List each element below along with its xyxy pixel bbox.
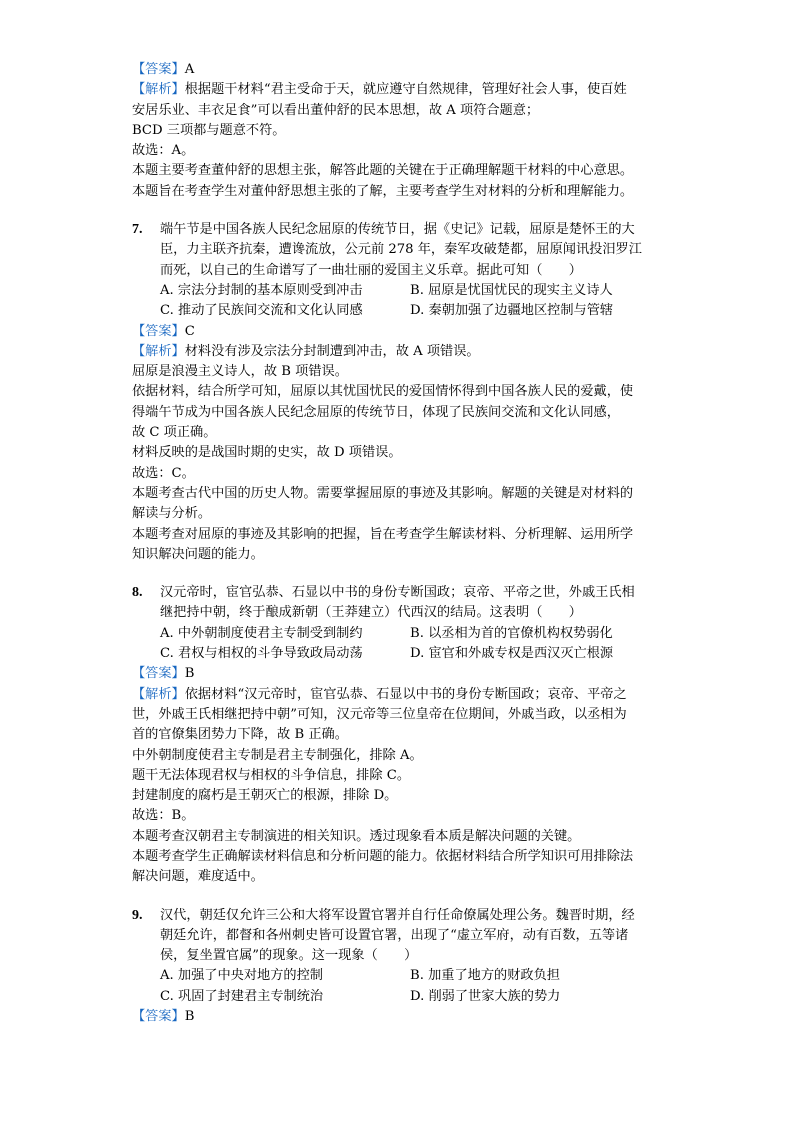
analysis-line: 本题考查对屈原的事迹及其影响的把握，旨在考查学生解读材料、分析理解、运用所学: [132, 526, 634, 542]
question-7: [132, 220, 664, 565]
question-stem-line: 而死，以自己的生命谱写了一曲壮丽的爱国主义乐章。据此可知（ ）: [160, 262, 582, 278]
option-a: A. 宗法分封制的基本原则受到冲击: [160, 282, 363, 298]
analysis-line: 本题主要考查董仲舒的思想主张，解答此题的关键在于正确理解题干材料的中心意思。: [132, 163, 634, 179]
analysis-line: 安居乐业、丰衣足食”可以看出董仲舒的民本思想，故 A 项符合题意；: [132, 102, 540, 118]
question-stem-line: 朝廷允许，都督和各州刺史皆可设置官署，出现了“虚立军府，动有百数，五等诸: [160, 927, 629, 943]
answer-value: A: [184, 62, 195, 77]
analysis-line: 故选：C。: [132, 465, 195, 481]
answer-label: 【答案】: [132, 323, 185, 339]
answer-label: 【答案】: [132, 666, 185, 682]
analysis-line: 材料反映的是战国时期的史实，故 D 项错误。: [132, 445, 402, 461]
question-stem-line: 侯，复坐置官属”的现象。这一现象（ ）: [160, 948, 418, 964]
analysis-line: 本题旨在考查学生对董仲舒思想主张的了解，主要考查学生对材料的分析和理解能力。: [132, 183, 634, 199]
analysis-line: 世，外戚王氏相继把持中朝”可知，汉元帝等三位皇帝在位期间，外戚当政，以丞相为: [132, 706, 627, 722]
options-row: [132, 624, 664, 644]
question-stem-line: 8. 汉元帝时，宦官弘恭、石显以中书的身份专断国政；哀帝、平帝之世，外戚王氏相: [132, 583, 664, 603]
analysis-label: 【解析】: [132, 686, 185, 702]
answer-label: 【答案】: [132, 62, 185, 77]
answer-line: [132, 664, 664, 684]
question-stem-line: 继把持中朝，终于酿成新朝（王莽建立）代西汉的结局。这表明（ ）: [160, 605, 582, 621]
analysis-line: BCD 三项都与题意不符。: [132, 122, 286, 138]
document-page: [132, 60, 664, 1027]
option-c: C. 君权与相权的斗争导致政局动荡: [160, 646, 363, 662]
option-a: A. 加强了中央对地方的控制: [160, 968, 323, 984]
option-b: B. 屈原是忧国忧民的现实主义诗人: [410, 282, 613, 298]
question-number: 8.: [132, 585, 143, 601]
options-row: [132, 987, 664, 1007]
option-d: D. 削弱了世家大族的势力: [410, 988, 561, 1004]
question-8: [132, 583, 664, 887]
analysis-line: 题干无法体现君权与相权的斗争信息，排除 C。: [132, 767, 411, 783]
analysis-line: 解读与分析。: [132, 506, 212, 522]
analysis-line: 故 C 项正确。: [132, 425, 217, 441]
option-d: D. 宦官和外戚专权是西汉灭亡根源: [410, 646, 614, 662]
question-stem-line: 9. 汉代，朝廷仅允许三公和大将军设置官署并自行任命僚属处理公务。魏晋时期，经: [132, 906, 664, 926]
answer-line: [132, 1007, 664, 1027]
answer-line: [132, 60, 664, 80]
options-row: [132, 301, 664, 321]
option-b: B. 加重了地方的财政负担: [410, 968, 560, 984]
options-row: [132, 281, 664, 301]
question-9: [132, 906, 664, 1028]
analysis-label: 【解析】: [132, 82, 185, 98]
answer-line: [132, 322, 664, 342]
answer-value: B: [184, 666, 195, 682]
analysis-line: 【解析】材料没有涉及宗法分封制遭到冲击，故 A 项错误。: [132, 343, 480, 359]
analysis-line: 本题考查学生正确解读材料信息和分析问题的能力。依据材料结合所学知识可用排除法: [132, 848, 634, 864]
analysis-line: 解决问题，难度适中。: [132, 869, 264, 885]
option-d: D. 秦朝加强了边疆地区控制与管辖: [410, 303, 614, 319]
analysis-line: 故选：B。: [132, 808, 195, 824]
analysis-line: 【解析】根据题干材料“君主受命于天，就应遵守自然规律，管理好社会人事，使百姓: [132, 82, 627, 98]
option-c: C. 巩固了封建君主专制统治: [160, 988, 324, 1004]
question-stem-line: 7. 端午节是中国各族人民纪念屈原的传统节日，据《史记》记载，屈原是楚怀王的大: [132, 220, 664, 240]
analysis-line: 故选：A。: [132, 143, 195, 159]
question-number: 9.: [132, 907, 143, 923]
analysis-line: 屈原是浪漫主义诗人，故 B 项错误。: [132, 364, 348, 380]
analysis-line: 【解析】依据材料“汉元帝时，宦官弘恭、石显以中书的身份专断国政；哀帝、平帝之: [132, 686, 627, 702]
option-a: A. 中外朝制度使君主专制受到制约: [160, 625, 363, 641]
option-b: B. 以丞相为首的官僚机构权势弱化: [410, 625, 613, 641]
analysis-line: 首的官僚集团势力下降，故 B 正确。: [132, 727, 348, 743]
answer-label: 【答案】: [132, 1009, 185, 1025]
question-number: 7.: [132, 222, 143, 238]
analysis-line: 本题考查汉朝君主专制演进的相关知识。透过现象看本质是解决问题的关键。: [132, 828, 581, 844]
analysis-line: 封建制度的腐朽是王朝灭亡的根源，排除 D。: [132, 788, 398, 804]
answer-value: B: [184, 1009, 195, 1025]
question-stem-line: 臣，力主联齐抗秦，遭谗流放，公元前 278 年，秦军攻破楚都，屈原闻讯投汨罗江: [160, 242, 642, 258]
options-row: [132, 644, 664, 664]
analysis-line: 依据材料，结合所学可知，屈原以其忧国忧民的爱国情怀得到中国各族人民的爱戴，使: [132, 384, 634, 400]
analysis-label: 【解析】: [132, 343, 185, 359]
analysis-line: 知识解决问题的能力。: [132, 546, 264, 562]
analysis-line: 得端午节成为中国各族人民纪念屈原的传统节日，体现了民族间交流和文化认同感，: [132, 404, 620, 420]
analysis-line: 中外朝制度使君主专制是君主专制强化，排除 A。: [132, 747, 423, 763]
analysis-line: 本题考查古代中国的历史人物。需要掌握屈原的事迹及其影响。解题的关键是对材料的: [132, 485, 634, 501]
answer-block-6: [132, 60, 664, 202]
answer-value: C: [184, 323, 195, 339]
option-c: C. 推动了民族间交流和文化认同感: [160, 303, 363, 319]
options-row: [132, 966, 664, 986]
